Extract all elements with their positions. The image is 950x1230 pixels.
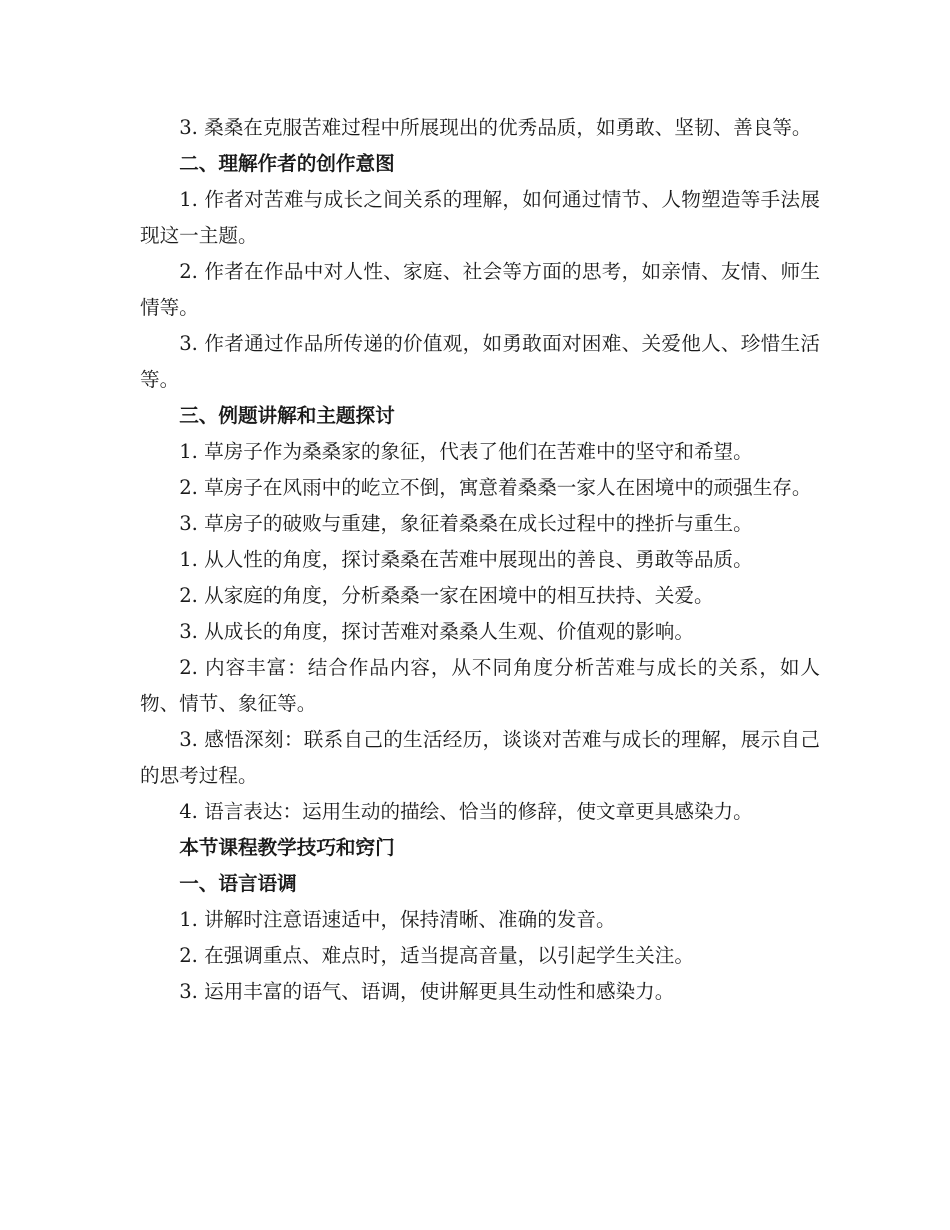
paragraph-theme-2: 2. 从家庭的角度，分析桑桑一家在困境中的相互扶持、关爱。: [179, 584, 714, 607]
paragraph-writing-3: 3. 感悟深刻：联系自己的生活经历，谈谈对苦难与成长的理解，展示自己的思考过程。: [140, 728, 820, 787]
section-heading-teaching-tips: 本节课程教学技巧和窍门: [179, 836, 395, 859]
section-heading-intonation: 一、语言语调: [179, 872, 297, 895]
paragraph-example-3: 3. 草房子的破败与重建，象征着桑桑在成长过程中的挫折与重生。: [179, 512, 753, 535]
paragraph-theme-3: 3. 从成长的角度，探讨苦难对桑桑人生观、价值观的影响。: [179, 620, 694, 643]
paragraph-author-1: 1. 作者对苦难与成长之间关系的理解，如何通过情节、人物塑造等手法展现这一主题。: [140, 188, 820, 247]
paragraph-intonation-3: 3. 运用丰富的语气、语调，使讲解更具生动性和感染力。: [179, 980, 675, 1003]
paragraph-writing-4: 4. 语言表达：运用生动的描绘、恰当的修辞，使文章更具感染力。: [179, 800, 753, 823]
paragraph-author-3: 3. 作者通过作品所传递的价值观，如勇敢面对困难、关爱他人、珍惜生活等。: [140, 332, 820, 391]
section-heading-examples: 三、例题讲解和主题探讨: [179, 404, 395, 427]
section-heading-author-intent: 二、理解作者的创作意图: [179, 152, 395, 175]
paragraph-writing-2: 2. 内容丰富：结合作品内容，从不同角度分析苦难与成长的关系，如人物、情节、象征等。: [140, 656, 820, 715]
paragraph-intonation-2: 2. 在强调重点、难点时，适当提高音量，以引起学生关注。: [179, 944, 694, 967]
paragraph-quality: 3. 桑桑在克服苦难过程中所展现出的优秀品质，如勇敢、坚韧、善良等。: [179, 116, 812, 139]
document-body: [140, 110, 820, 1010]
paragraph-intonation-1: 1. 讲解时注意语速适中，保持清晰、准确的发音。: [179, 908, 616, 931]
paragraph-author-2: 2. 作者在作品中对人性、家庭、社会等方面的思考，如亲情、友情、师生情等。: [140, 260, 820, 319]
paragraph-example-2: 2. 草房子在风雨中的屹立不倒，寓意着桑桑一家人在困境中的顽强生存。: [179, 476, 812, 499]
paragraph-theme-1: 1. 从人性的角度，探讨桑桑在苦难中展现出的善良、勇敢等品质。: [179, 548, 753, 571]
paragraph-example-1: 1. 草房子作为桑桑家的象征，代表了他们在苦难中的坚守和希望。: [179, 440, 753, 463]
